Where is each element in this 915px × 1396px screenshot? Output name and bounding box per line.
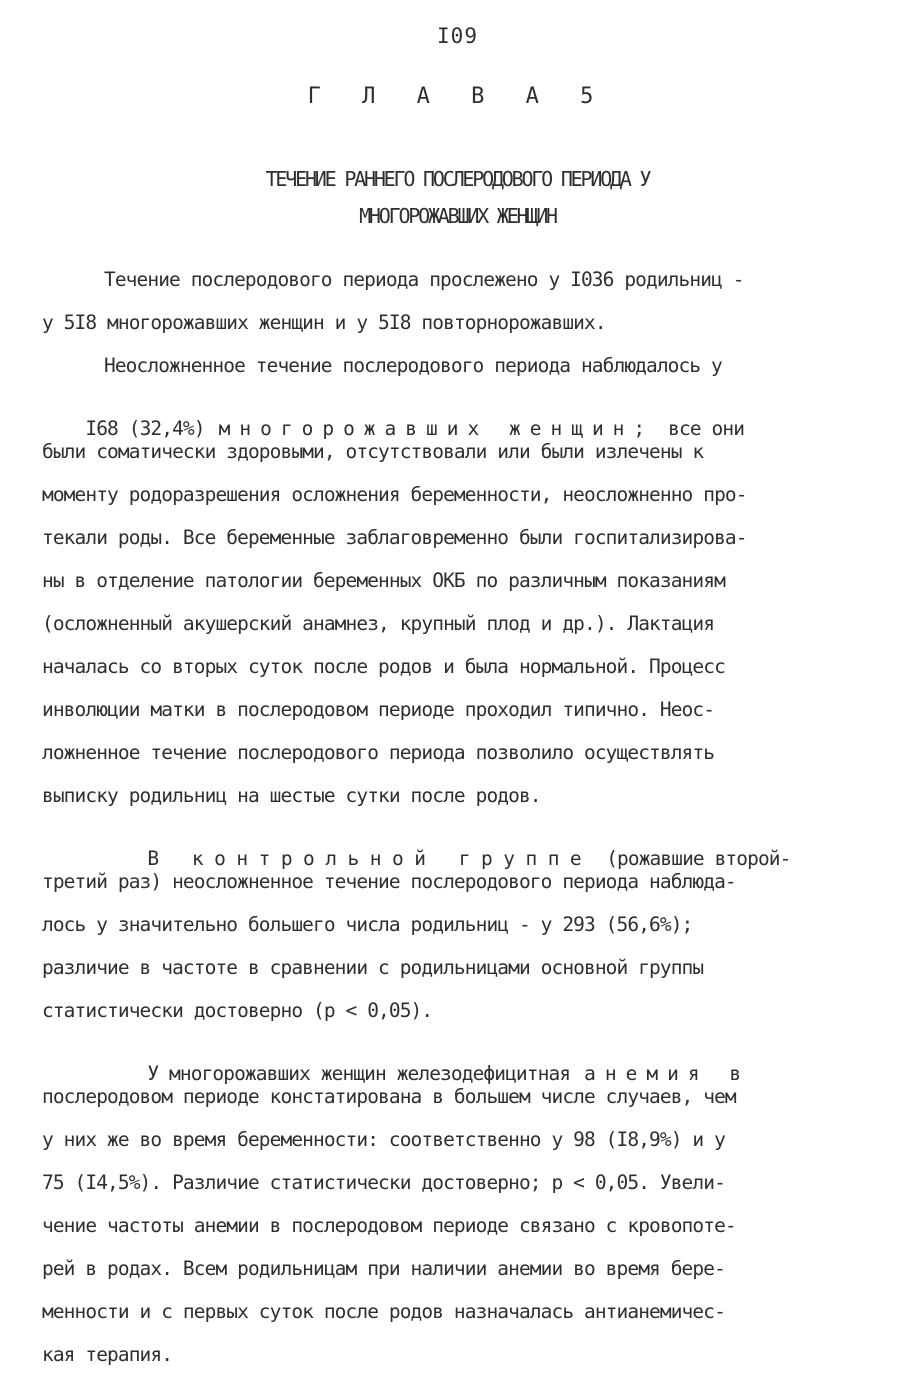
- body-line: Неосложненное течение послеродового периода наблюдалось у: [104, 354, 722, 377]
- body-line: рей в родах. Всем родильницам при наличии анемии во время бере-: [42, 1257, 725, 1280]
- body-line: третий раз) неосложненное течение послеродового периода наблюда-: [42, 870, 736, 893]
- body-line: текали роды. Все беременные заблаговременно были госпитализирова-: [42, 526, 747, 549]
- body-line: 75 (I4,5%). Различие статистически достоверно; р < 0,05. Увели-: [42, 1171, 725, 1194]
- page-number: I09: [437, 24, 478, 48]
- body-line: (осложненный акушерский анамнез, крупный плод и др.). Лактация: [42, 612, 715, 635]
- body-line: Течение послеродового периода прослежено у I036 родильниц -: [104, 268, 744, 291]
- body-line: кая терапия.: [42, 1343, 173, 1366]
- body-line: статистически достоверно (р < 0,05).: [42, 999, 433, 1022]
- body-text: I68 (32,4%): [85, 416, 205, 440]
- body-line: были соматически здоровыми, отсутствовали или были излечены к: [42, 440, 704, 463]
- body-line: началась со вторых суток после родов и была нормальной. Процесс: [42, 655, 725, 678]
- body-line: у них же во время беременности: соответственно у 98 (I8,9%) и у: [42, 1128, 725, 1151]
- body-line: различие в частоте в сравнении с родильницами основной группы: [42, 956, 704, 979]
- body-line: у 5I8 многорожавших женщин и у 5I8 повторнорожавших.: [42, 311, 606, 334]
- body-text: все они: [668, 416, 745, 440]
- body-line: послеродовом периоде констатирована в большем числе случаев, чем: [42, 1085, 736, 1108]
- body-text: У многорожавших женщин железодефицитная: [147, 1061, 571, 1085]
- body-line: лось у значительно большего числа родильниц - у 293 (56,6%);: [42, 913, 693, 936]
- body-line: инволюции матки в послеродовом периоде проходил типично. Неос-: [42, 698, 715, 721]
- body-line: чение частоты анемии в послеродовом периоде связано с кровопоте-: [42, 1214, 736, 1237]
- body-line: моменту родоразрешения осложнения беременности, неосложненно про-: [42, 483, 747, 506]
- chapter-title-line-2: МНОГОРОЖАВШИХ ЖЕНЩИН: [359, 204, 556, 228]
- emphasized-text: В контрольной группе: [147, 846, 593, 870]
- chapter-title-line-1: ТЕЧЕНИЕ РАННЕГО ПОСЛЕРОДОВОГО ПЕРИОДА У: [265, 167, 650, 191]
- emphasized-text: анемия в: [584, 1061, 751, 1085]
- body-text: (рожавшие второй-: [606, 846, 791, 870]
- body-line: ложненное течение послеродового периода позволило осуществлять: [42, 741, 715, 764]
- body-line: менности и с первых суток после родов назначалась антианемичес-: [42, 1300, 725, 1323]
- emphasized-text: многорожавших женщин;: [218, 416, 655, 440]
- body-line: ны в отделение патологии беременных ОКБ по различным показаниям: [42, 569, 725, 592]
- body-line: выписку родильниц на шестые сутки после родов.: [42, 784, 541, 807]
- chapter-heading: Г Л А В А 5: [307, 84, 608, 109]
